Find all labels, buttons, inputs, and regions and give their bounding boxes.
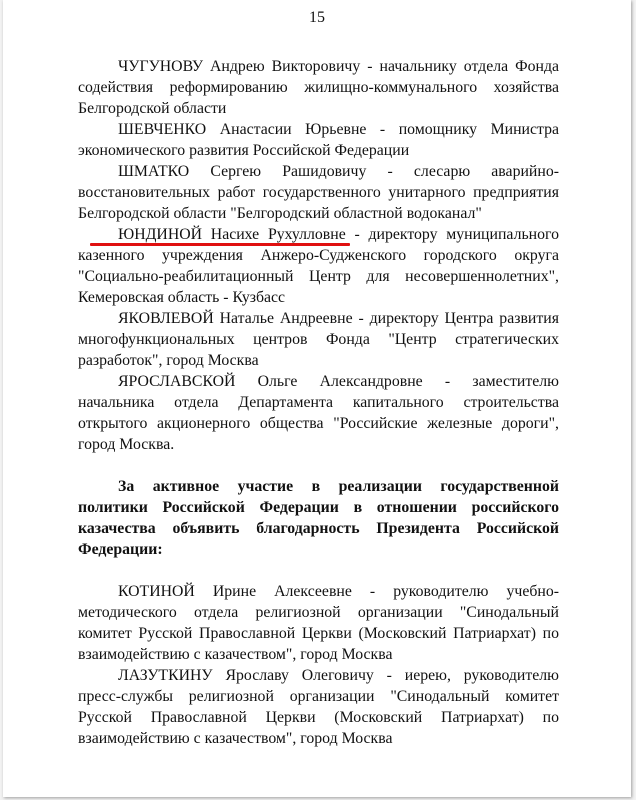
red-underline-mark <box>90 243 350 246</box>
award-entry-yundina: ЮНДИНОЙ Насихе Рухулловне - директору муниципального казенного учреждения Анжеро-Судженского городского округа "Социально-реабилитационный Центр для несовершеннолетних", Кемеровская область - Кузбасс <box>78 226 559 306</box>
document-body <box>78 56 559 749</box>
award-entry-chugunov: ЧУГУНОВУ Андрею Викторовичу - начальнику отдела Фонда содействия реформированию жилищно-коммунального хозяйства Белгородской области <box>78 58 559 117</box>
award-entry-yundina-wrapper <box>78 224 559 308</box>
award-entry-shmatko: ШМАТКО Сергею Рашидовичу - слесарю аварийно-восстановительных работ государственного унитарного предприятия Белгородской области "Белгородский областной водоканал" <box>78 163 559 222</box>
award-entry-kotina: КОТИНОЙ Ирине Алексеевне - руководителю учебно-методического отдела религиозной организации "Синодальный комитет Русской Православной Церкви (Московский Патриархат) по взаимодействию с казачеством", город Москва <box>78 583 559 663</box>
award-entry-yaroslavskaya: ЯРОСЛАВСКОЙ Ольге Александровне - заместителю начальника отдела Департамента капитального строительства открытого акционерного общества "Российские железные дороги", город Москва. <box>78 373 559 453</box>
award-entry-yakovleva: ЯКОВЛЕВОЙ Наталье Андреевне - директору Центра развития многофункциональных центров Фонда "Центр стратегических разработок", город Москва <box>78 310 559 369</box>
award-entry-shevchenko: ШЕВЧЕНКО Анастасии Юрьевне - помощнику Министра экономического развития Российской Федерации <box>78 121 559 159</box>
document-page <box>3 0 631 797</box>
award-entry-lazutkin: ЛАЗУТКИНУ Ярославу Олеговичу - иерею, руководителю пресс-службы религиозной организации "Синодальный комитет Русской Православной Церкви (Московский Патриархат) по взаимодействию с казачеством", город Москва <box>78 667 559 747</box>
page-number: 15 <box>309 9 325 26</box>
section-heading: За активное участие в реализации государственной политики Российской Федерации в отношении российского казачества объявить благодарность Президента Российской Федерации: <box>78 478 559 558</box>
